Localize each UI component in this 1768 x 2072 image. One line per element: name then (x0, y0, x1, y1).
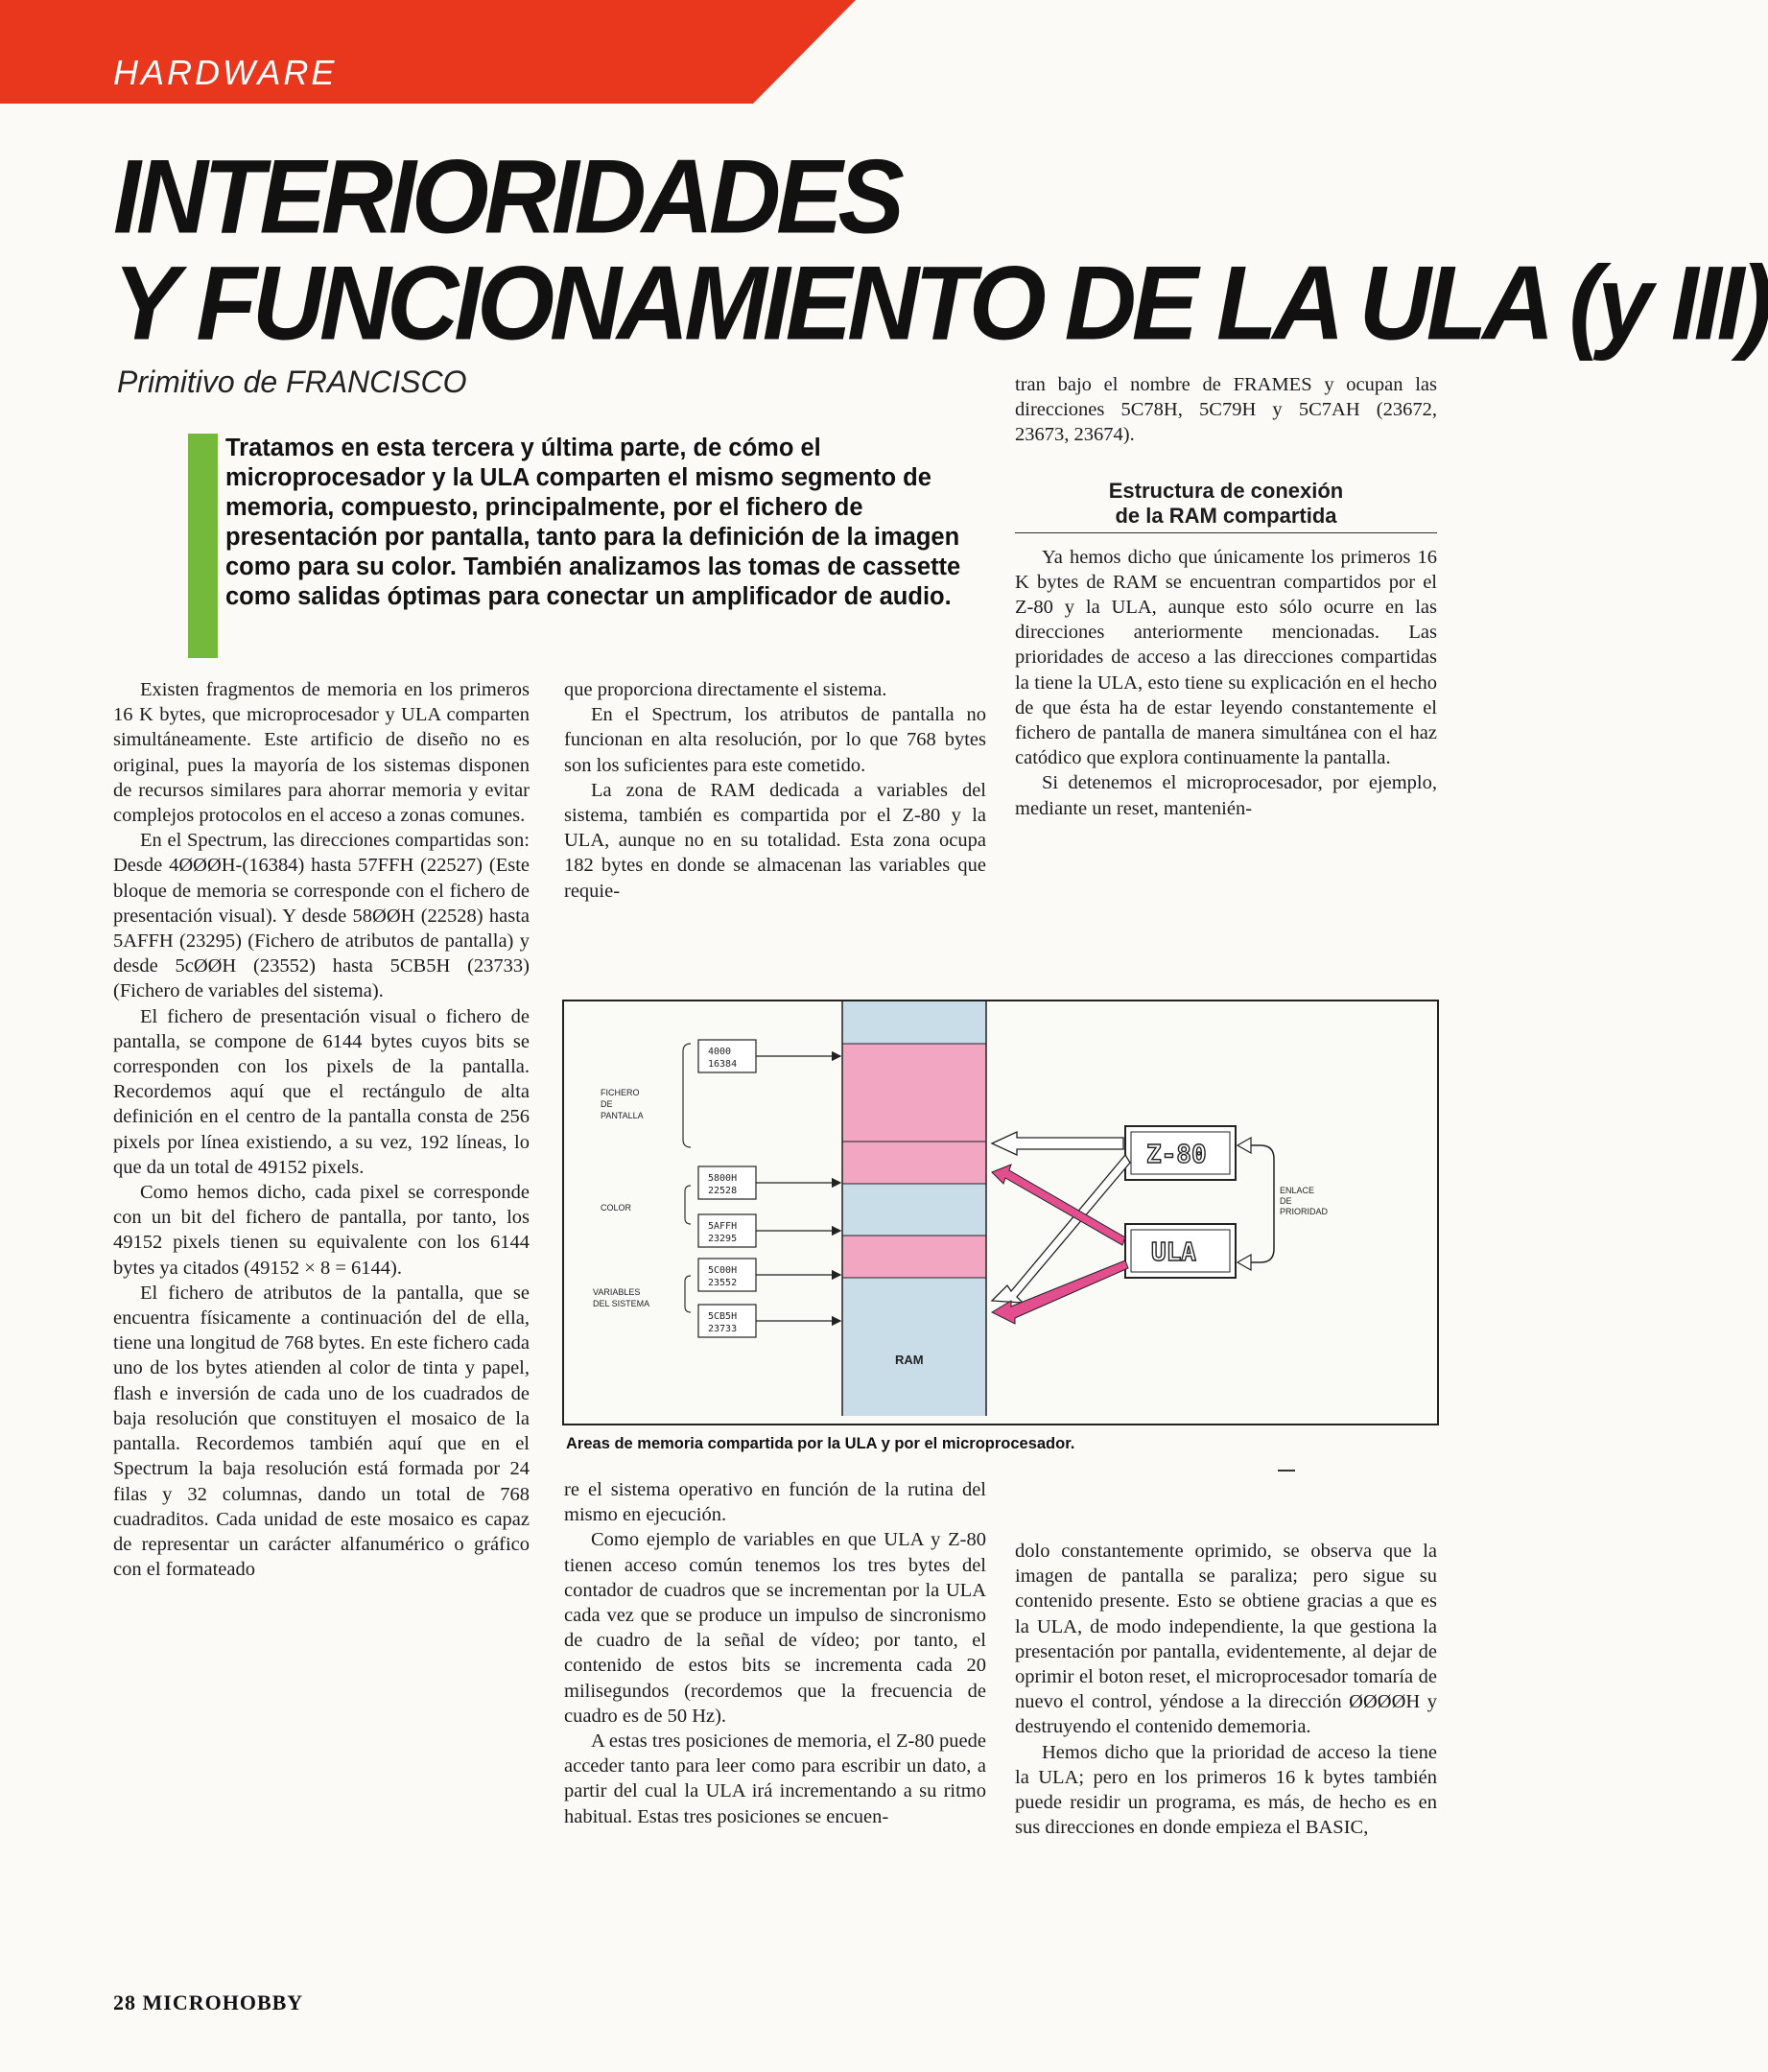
paragraph: En el Spectrum, los atributos de pantalla no funcionan en alta resolución, por lo que 768 bytes son los suficientes para este cometido. (564, 704, 986, 776)
addr-23552: 23552 (708, 1278, 738, 1288)
ula-arrow-screen (992, 1165, 1125, 1245)
label-variables-2: DEL SISTEMA (593, 1299, 650, 1308)
paragraph: Hemos dicho que la prioridad de acceso la tiene la ULA; pero en los primeros 16 k bytes también puede residir un programa, es más, de hecho es en sus direcciones en donde empieza el BASIC, (1015, 1741, 1437, 1839)
diagram-svg (564, 1001, 1437, 1424)
addr-5800h: 5800H (708, 1173, 738, 1184)
ram-variables-area (842, 1236, 986, 1278)
ula-label: ULA (1151, 1238, 1196, 1267)
title-line-1: INTERIORIDADES (113, 138, 900, 256)
ram-screen-area (842, 1044, 986, 1184)
paragraph: El fichero de presentación visual o fichero de pantalla, se compone de 6144 bytes cuyos bits se corresponden con los pixels de la pantalla. Recordemos aquí que el rectángulo de alta definición en el centro de la pantalla consta de 256 pixels por línea existiendo, a su vez, 192 líneas, lo que da un total de 49152 pixels. (113, 1005, 530, 1178)
addr-5affh: 5AFFH (708, 1221, 738, 1232)
label-enlace-3: PRIORIDAD (1280, 1207, 1329, 1216)
paragraph: En el Spectrum, las direcciones compartidas son: Desde 4ØØØH-(16384) hasta 57FFH (22527) (Este bloque de memoria se corresponde con el fichero de presentación visual). Y desde 58ØØH (22528) hasta 5AFFH (23295) (Fichero de atributos de pantalla) y desde 5cØØH (23552) hasta 5CB5H (23733) (Fichero de variables del sistema). (113, 830, 530, 1002)
label-enlace-2: DE (1280, 1196, 1292, 1206)
paragraph: tran bajo el nombre de FRAMES y ocupan las direcciones 5C78H, 5C79H y 5C7AH (23672, 23673, 23674). (1015, 374, 1437, 446)
paragraph: La zona de RAM dedicada a variables del sistema, también es compartida por el Z-80 y la ULA, aunque no en su totalidad. Esta zona ocupa 182 bytes en donde se almacenan las variables que requie- (564, 779, 986, 902)
addr-5c00h: 5C00H (708, 1265, 738, 1276)
addr-4000: 4000 (708, 1047, 732, 1057)
paragraph: A estas tres posiciones de memoria, el Z-80 puede acceder tanto para leer como para escribir un dato, a partir del cual la ULA irá incrementando a su ritmo habitual. Estas tres posiciones se encuen- (564, 1731, 986, 1827)
page-folio: 28 MICROHOBBY (113, 1990, 304, 2014)
label-variables-1: VARIABLES (593, 1287, 641, 1297)
column-3-bottom (1015, 1539, 1437, 1840)
paragraph: Como hemos dicho, cada pixel se corresponde con un bit del fichero de pantalla, por tanto, los 49152 pixels tienen su equivalente con los 6144 bytes ya citados (49152 × 8 = 6144). (113, 1182, 530, 1279)
paragraph: Ya hemos dicho que únicamente los primeros 16 K bytes de RAM se encuentran compartidos por el Z-80 y la ULA, aunque esto sólo ocurre en las direcciones anteriormente mencionadas. Las prioridades de acceso a las direcciones compartidas la tiene la ULA, esto tiene su explicación en el hecho de que ésta ha de estar leyendo constantemente el fichero de pantalla de manera simultánea con el haz catódico que explora continuamente la pantalla. (1015, 546, 1437, 769)
author: Primitivo de FRANCISCO (117, 365, 467, 399)
title-line-2: Y FUNCIONAMIENTO DE LA ULA (y III) (113, 246, 1768, 363)
label-enlace-1: ENLACE (1280, 1186, 1315, 1195)
column-1 (113, 677, 530, 1582)
paragraph: que proporciona directamente el sistema. (564, 679, 887, 700)
lead-paragraph: Tratamos en esta tercera y última parte, de cómo el microprocesador y la ULA comparten el mismo segmento de memoria, compuesto, principalmente, por el fichero de presentación por pantalla, tanto para la definición de la imagen como para su color. También analizamos las tomas de cassette como salidas óptimas para conectar un amplificador de audio. (225, 435, 961, 610)
column-2-top (564, 677, 986, 904)
lead-marker (188, 434, 218, 658)
addr-5cb5h: 5CB5H (708, 1311, 738, 1322)
section-tag: HARDWARE (113, 53, 338, 92)
column-2-bottom (564, 1477, 986, 1829)
addr-22528: 22528 (708, 1186, 738, 1196)
memory-diagram (562, 1000, 1439, 1425)
paragraph: El fichero de atributos de la pantalla, que se encuentra físicamente a continuación del de ella, tiene una longitud de 768 bytes. En este fichero cada uno de los bytes atienden al color de tinta y papel, flash e inversión de cada uno de los cuadrados de baja resolución que constituyen el mosaico de la pantalla. Recordemos también aquí que en el Spectrum la baja resolución está formada por 24 filas y 32 columnas, dando un total de 768 cuadraditos. Cada unidad de este mosaico es capaz de representar un carácter alfanumérico o gráfico con el formateado (113, 1282, 530, 1581)
label-fichero-1: FICHERO (601, 1088, 640, 1097)
paragraph: Existen fragmentos de memoria en los primeros 16 K bytes, que microprocesador y ULA comparten simultáneamente. Este artificio de diseño no es original, pues la mayoría de los sistemas disponen de recursos similares para ahorrar memoria y evitar complejos protocolos en el acceso a zonas comunes. (113, 679, 530, 827)
paragraph: re el sistema operativo en función de la rutina del mismo en ejecución. (564, 1479, 986, 1526)
paragraph: dolo constantemente oprimido, se observa que la imagen de pantalla se paraliza; pero sigue su contenido presente. Esto se obtiene gracias a que es la ULA, de modo independiente, la que gestiona la presentación por pantalla, evidentemente, al dejar de oprimir el boton reset, el microprocesador tomaría de nuevo el control, yéndose a la dirección ØØØØH y destruyendo el contenido dememoria. (1015, 1541, 1437, 1738)
paragraph: Como ejemplo de variables en que ULA y Z-80 tienen acceso común tenemos los tres bytes del contador de cuadros que se incrementan por la ULA cada vez que se produce un impulso de sincronismo de cuadro de la señal de vídeo; por tanto, el contenido de estos bits se incrementa cada 20 milisegundos (recordemos que la frecuencia de cuadro es de 50 Hz). (564, 1529, 986, 1727)
caption-dash (1278, 1470, 1295, 1472)
addr-23295: 23295 (708, 1234, 738, 1244)
column-3-top (1015, 372, 1437, 821)
label-fichero-3: PANTALLA (601, 1111, 644, 1120)
addr-23733: 23733 (708, 1324, 738, 1334)
article-title (113, 138, 1768, 363)
paragraph: Si detenemos el microprocesador, por ejemplo, mediante un reset, mantenién- (1015, 772, 1437, 819)
subheading-line-1: Estructura de conexión (1108, 478, 1344, 503)
z80-label: Z-80 (1146, 1141, 1207, 1169)
label-fichero-2: DE (601, 1099, 613, 1109)
addr-16384: 16384 (708, 1059, 738, 1070)
subheading (1015, 479, 1437, 533)
ram-label: RAM (895, 1353, 924, 1367)
subheading-line-2: de la RAM compartida (1115, 503, 1337, 528)
figure-caption: Areas de memoria compartida por la ULA y por el microprocesador. (566, 1435, 1075, 1452)
label-color: COLOR (601, 1203, 632, 1213)
